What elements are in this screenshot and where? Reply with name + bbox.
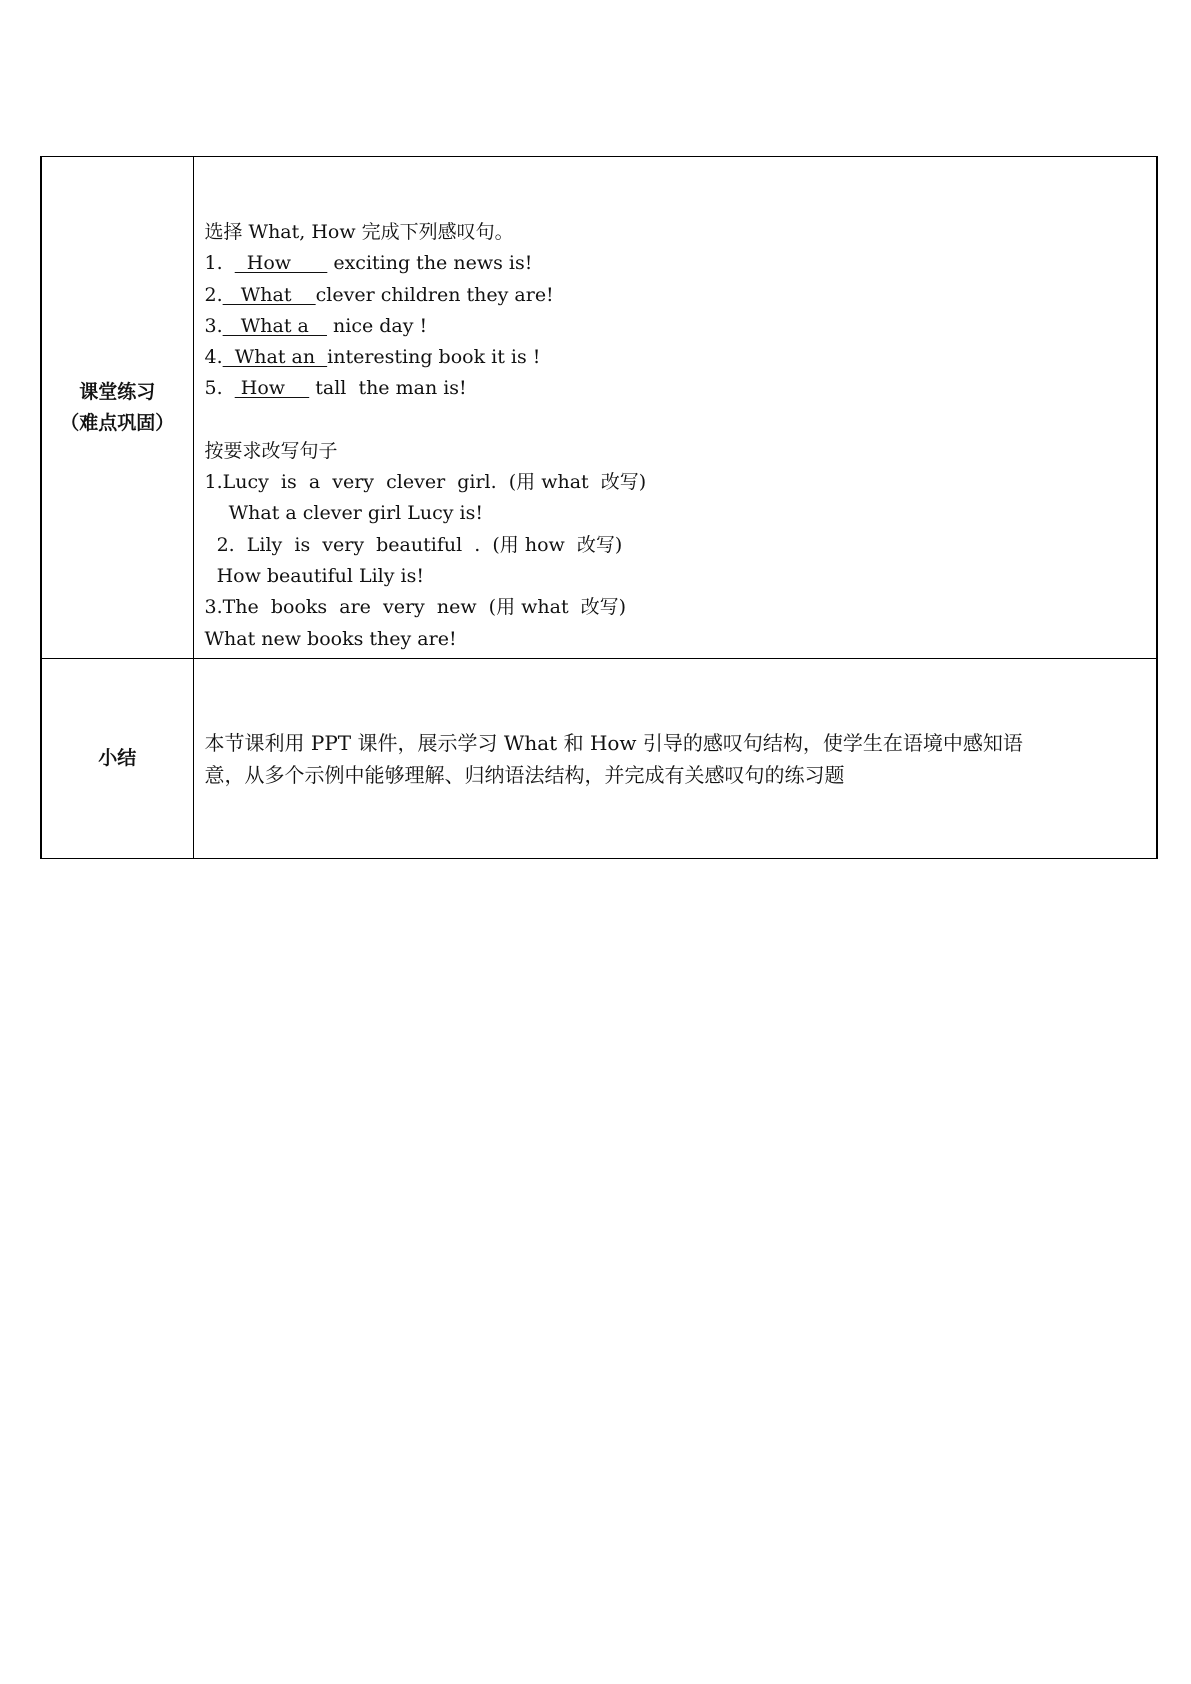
item-number: 5. <box>204 377 229 400</box>
part1-instruction: 选择 What, How 完成下列感叹句。 <box>204 221 514 243</box>
summary-text-line1: 本节课利用 PPT 课件，展示学习 What 和 How 引导的感叹句结构，使学生在语境中感知语 <box>204 730 1023 755</box>
item-answer: What a <box>222 314 327 337</box>
item-sentence: exciting the news is! <box>327 252 533 275</box>
item-sentence: clever children they are! <box>315 283 554 306</box>
item-answer: What an <box>222 346 328 369</box>
item-sentence: tall the man is! <box>309 377 467 400</box>
rewrite-line: What a clever girl Lucy is! <box>204 502 484 525</box>
summary-row <box>41 659 1157 859</box>
item-sentence: nice day ! <box>326 314 428 337</box>
exercise-label <box>42 377 193 439</box>
item-number: 1. <box>204 252 229 275</box>
rewrite-line: How beautiful Lily is! <box>204 564 424 587</box>
section-gap <box>205 405 1149 436</box>
summary-label-cell <box>41 659 193 859</box>
fill-blank-list <box>205 248 1149 404</box>
item-answer: What <box>222 283 316 306</box>
summary-text <box>194 727 1157 791</box>
exercise-content-cell <box>193 157 1157 659</box>
item-number: 2. <box>204 283 223 306</box>
item-answer: How <box>234 377 310 400</box>
item-answer: How <box>234 252 328 275</box>
item-number: 4. <box>204 346 223 369</box>
item-sentence: interesting book it is ! <box>327 346 541 369</box>
rewrite-line: 3.The books are very new (用 what 改写) <box>204 596 627 619</box>
summary-content-cell <box>193 659 1157 859</box>
fill-blank-item <box>205 373 1149 404</box>
rewrite-list <box>205 467 1149 655</box>
fill-blank-item <box>205 342 1149 373</box>
item-number: 3. <box>204 314 223 337</box>
fill-blank-item <box>205 311 1149 342</box>
summary-text-line2: 意，从多个示例中能够理解、归纳语法结构，并完成有关感叹句的练习题 <box>204 762 845 787</box>
rewrite-line: What new books they are! <box>204 627 457 650</box>
exercise-label-line2: （难点巩固） <box>60 411 175 434</box>
rewrite-line: 1.Lucy is a very clever girl. (用 what 改写) <box>204 471 647 494</box>
exercise-label-line1: 课堂练习 <box>79 380 156 403</box>
fill-blank-item <box>205 248 1149 279</box>
fill-blank-item <box>205 280 1149 311</box>
exercise-label-cell <box>41 157 193 659</box>
rewrite-line: 2. Lily is very beautiful . (用 how 改写) <box>204 533 623 556</box>
lesson-plan-table <box>40 156 1158 859</box>
summary-label: 小结 <box>98 747 137 769</box>
exercise-content <box>194 157 1157 655</box>
exercise-row <box>41 157 1157 659</box>
part2-instruction: 按要求改写句子 <box>204 439 338 462</box>
